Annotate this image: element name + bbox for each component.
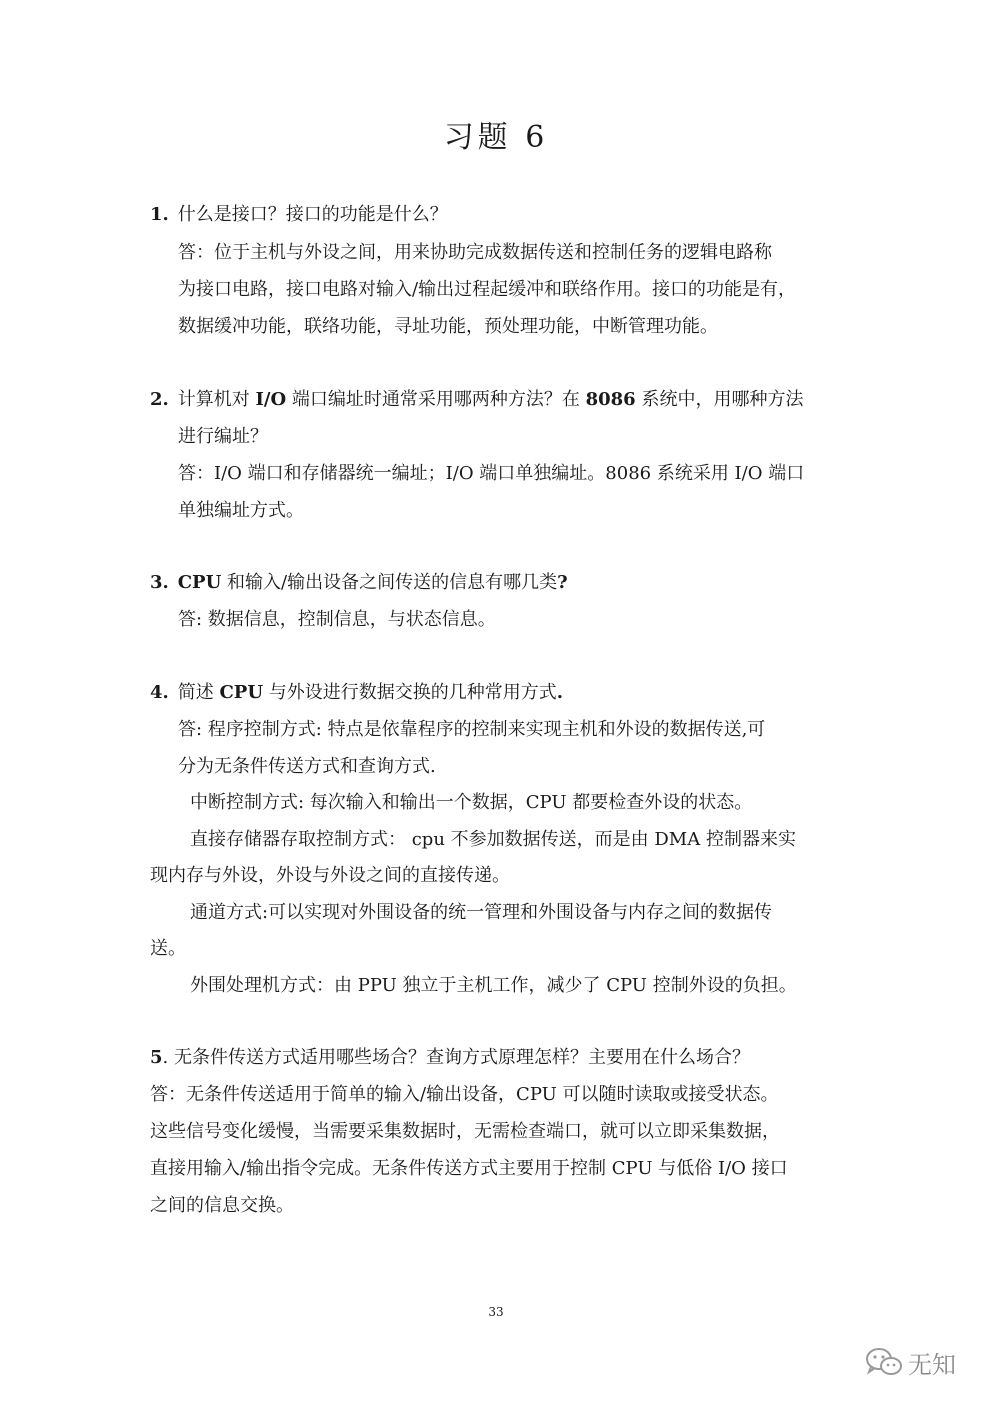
watermark-text: 无知 (908, 1350, 956, 1379)
answer-4-line-4: 直接存储器存取控制方式： cpu 不参加数据传送，而是由 DMA 控制器来实 (190, 829, 796, 850)
answer-3-line-1: 答: 数据信息，控制信息，与状态信息。 (178, 609, 496, 630)
answer-4-line-1: 答: 程序控制方式: 特点是依靠程序的控制来实现主机和外设的数据传送,可 (178, 719, 766, 740)
question-text-bold: . (556, 682, 564, 703)
question-text: . 无条件传送方式适用哪些场合？查询方式原理怎样？主要用在什么场合？ (162, 1047, 750, 1068)
question-text: 和输入/输出设备之间传送的信息有哪几类 (221, 572, 558, 593)
answer-1-line-1: 答：位于主机与外设之间，用来协助完成数据传送和控制任务的逻辑电路称 (178, 242, 772, 263)
answer-5-line-1: 答：无条件传送适用于简单的输入/输出设备，CPU 可以随时读取或接受状态。 (150, 1084, 779, 1105)
answer-1-line-2: 为接口电路，接口电路对输入/输出过程起缓冲和联络作用。接口的功能是有， (178, 279, 797, 300)
question-2-line-2: 进行编址？ (178, 426, 268, 447)
question-text: 什么是接口？接口的功能是什么？ (177, 204, 448, 225)
question-3 (150, 570, 568, 596)
question-number: 5 (150, 1047, 163, 1068)
answer-4-line-7: 送。 (150, 938, 186, 959)
answer-5-line-3: 直接用输入/输出指令完成。无条件传送方式主要用于控制 CPU 与低俗 I/O 接口 (150, 1158, 788, 1179)
answer-2-line-1: 答：I/O 端口和存储器统一编址；I/O 端口单独编址。8086 系统采用 I/O 端口 (178, 463, 805, 484)
question-text: 简述 (177, 682, 220, 703)
question-number: 2. (150, 389, 169, 410)
answer-4-line-3: 中断控制方式: 每次输入和输出一个数据，CPU 都要检查外设的状态。 (190, 792, 753, 813)
question-5 (150, 1045, 750, 1071)
answer-5-line-2: 这些信号变化缓慢，当需要采集数据时，无需检查端口，就可以立即采集数据， (150, 1121, 780, 1142)
question-text: 与外设进行数据交换的几种常用方式 (263, 682, 557, 703)
question-number: 1. (150, 204, 169, 225)
question-2 (150, 387, 803, 413)
page-title: 习题 6 (443, 120, 549, 155)
answer-4-line-2: 分为无条件传送方式和查询方式. (178, 756, 436, 777)
question-text-bold: ? (557, 572, 568, 593)
question-text-bold: CPU (219, 682, 264, 703)
answer-2-line-2: 单独编址方式。 (178, 500, 304, 521)
question-number: 3. (150, 572, 169, 593)
question-text-bold: 8086 (585, 389, 636, 410)
answer-4-line-5: 现内存与外设，外设与外设之间的直接传递。 (150, 865, 510, 886)
question-number: 4. (150, 682, 169, 703)
question-text: 端口编址时通常采用哪两种方法？在 (286, 389, 586, 410)
answer-4-line-8: 外围处理机方式：由 PPU 独立于主机工作，减少了 CPU 控制外设的负担。 (190, 975, 797, 996)
answer-5-line-4: 之间的信息交换。 (150, 1195, 294, 1216)
answer-1-line-3: 数据缓冲功能，联络功能，寻址功能，预处理功能，中断管理功能。 (178, 316, 718, 337)
question-text: 计算机对 (177, 389, 256, 410)
question-1 (150, 202, 448, 228)
watermark (864, 1345, 974, 1379)
question-text-bold: CPU (177, 572, 222, 593)
question-4 (150, 680, 563, 706)
wechat-icon (864, 1346, 904, 1378)
question-text-bold: I/O (255, 389, 287, 410)
question-text: 系统中，用哪种方法 (635, 389, 804, 410)
answer-4-line-6: 通道方式:可以实现对外围设备的统一管理和外围设备与内存之间的数据传 (190, 902, 773, 923)
page-number: 33 (488, 1305, 504, 1319)
